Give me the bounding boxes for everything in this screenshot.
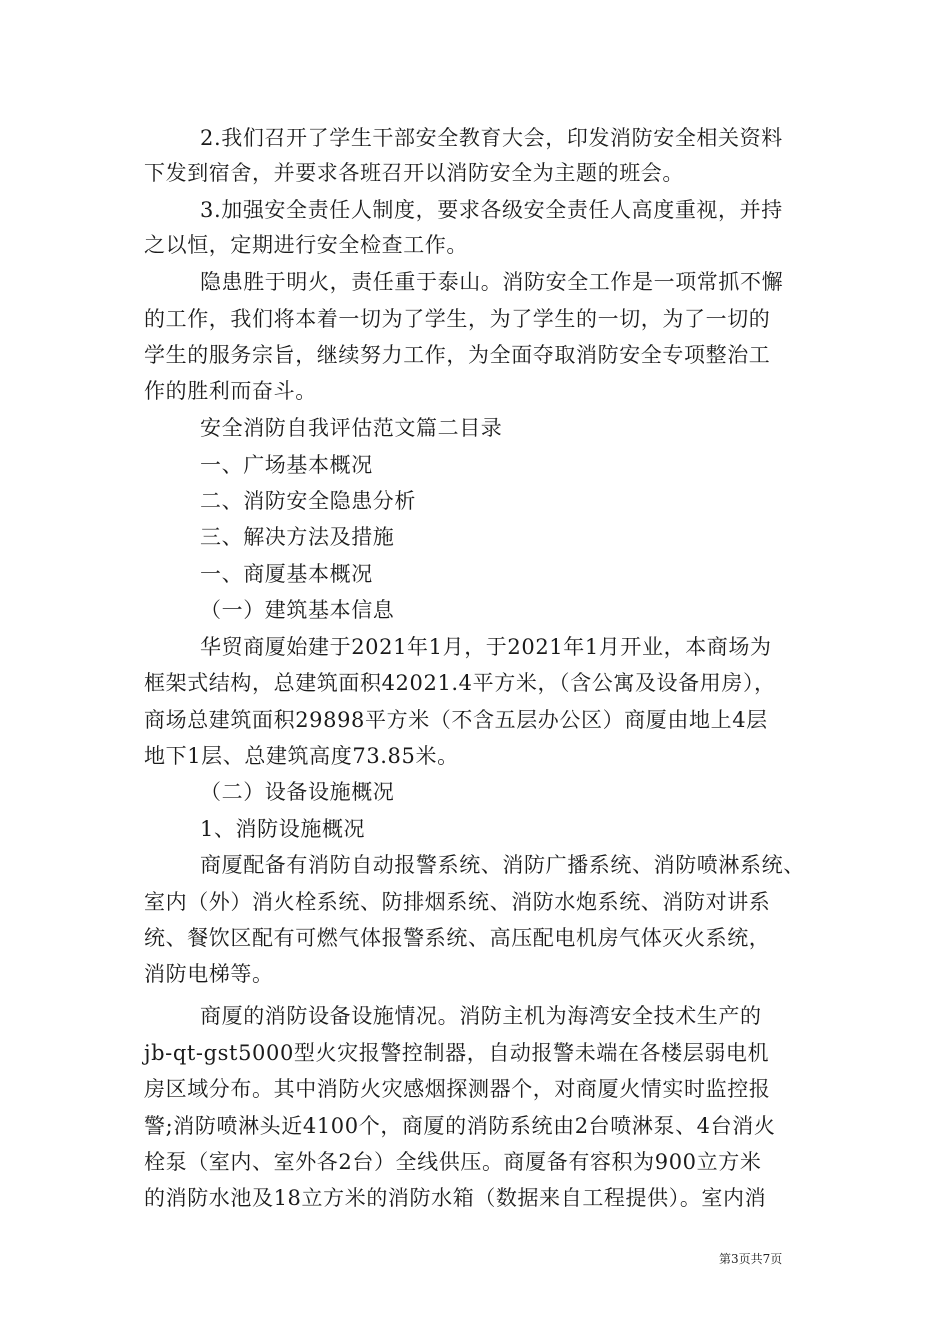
text-line-16: 框架式结构，总建筑面积42021.4平方米，（含公寓及设备用房）， [144,671,776,695]
text-line-21: 商厦配备有消防自动报警系统、消防广播系统、消防喷淋系统、 [200,853,805,877]
subheading-2: （二）设备设施概况 [200,780,395,804]
text-line-18: 地下1层、总建筑高度73.85米。 [144,744,459,768]
toc-item-1: 一、广场基本概况 [200,453,373,477]
text-line-6: 的工作，我们将本着一切为了学生，为了学生的一切，为了一切的 [144,307,771,331]
text-line-2: 下发到宿舍，并要求各班召开以消防安全为主题的班会。 [144,161,684,185]
text-line-24: 消防电梯等。 [144,962,274,986]
text-line-5: 隐患胜于明火，责任重于泰山。消防安全工作是一项常抓不懈 [200,270,784,294]
section-title: 安全消防自我评估范文篇二目录 [200,416,503,440]
heading-1: 一、商厦基本概况 [200,562,373,586]
text-line-4: 之以恒，定期进行安全检查工作。 [144,233,468,257]
text-line-25: 商厦的消防设备设施情况。消防主机为海湾安全技术生产的 [200,1004,762,1028]
text-line-8: 作的胜利而奋斗。 [144,379,317,403]
text-line-3: 3.加强安全责任人制度，要求各级安全责任人高度重视，并持 [200,198,783,222]
text-line-22: 室内（外）消火栓系统、防排烟系统、消防水炮系统、消防对讲系 [144,890,771,914]
text-line-26: jb-qt-gst5000型火灾报警控制器，自动报警未端在各楼层弱电机 [144,1041,770,1065]
page-number: 第3页共7页 [719,1252,783,1266]
text-line-15: 华贸商厦始建于2021年1月，于2021年1月开业，本商场为 [200,635,772,659]
toc-item-2: 二、消防安全隐患分析 [200,489,416,513]
text-line-7: 学生的服务宗旨，继续努力工作，为全面夺取消防安全专项整治工 [144,343,771,367]
text-line-23: 统、餐饮区配有可燃气体报警系统、高压配电机房气体灭火系统， [144,926,771,950]
text-line-28: 警;消防喷淋头近4100个，商厦的消防系统由2台喷淋泵、4台消火 [144,1114,776,1138]
text-line-27: 房区域分布。其中消防火灾感烟探测器个，对商厦火情实时监控报 [144,1077,771,1101]
text-line-1: 2.我们召开了学生干部安全教育大会，印发消防安全相关资料 [200,126,783,150]
text-line-29: 栓泵（室内、室外各2台）全线供压。商厦备有容积为900立方米 [144,1150,762,1174]
toc-item-3: 三、解决方法及措施 [200,525,395,549]
text-line-30: 的消防水池及18立方米的消防水箱（数据来自工程提供）。室内消 [144,1186,767,1210]
subheading-3: 1、消防设施概况 [200,817,366,841]
subheading-1: （一）建筑基本信息 [200,598,395,622]
text-line-17: 商场总建筑面积29898平方米（不含五层办公区）商厦由地上4层 [144,708,768,732]
